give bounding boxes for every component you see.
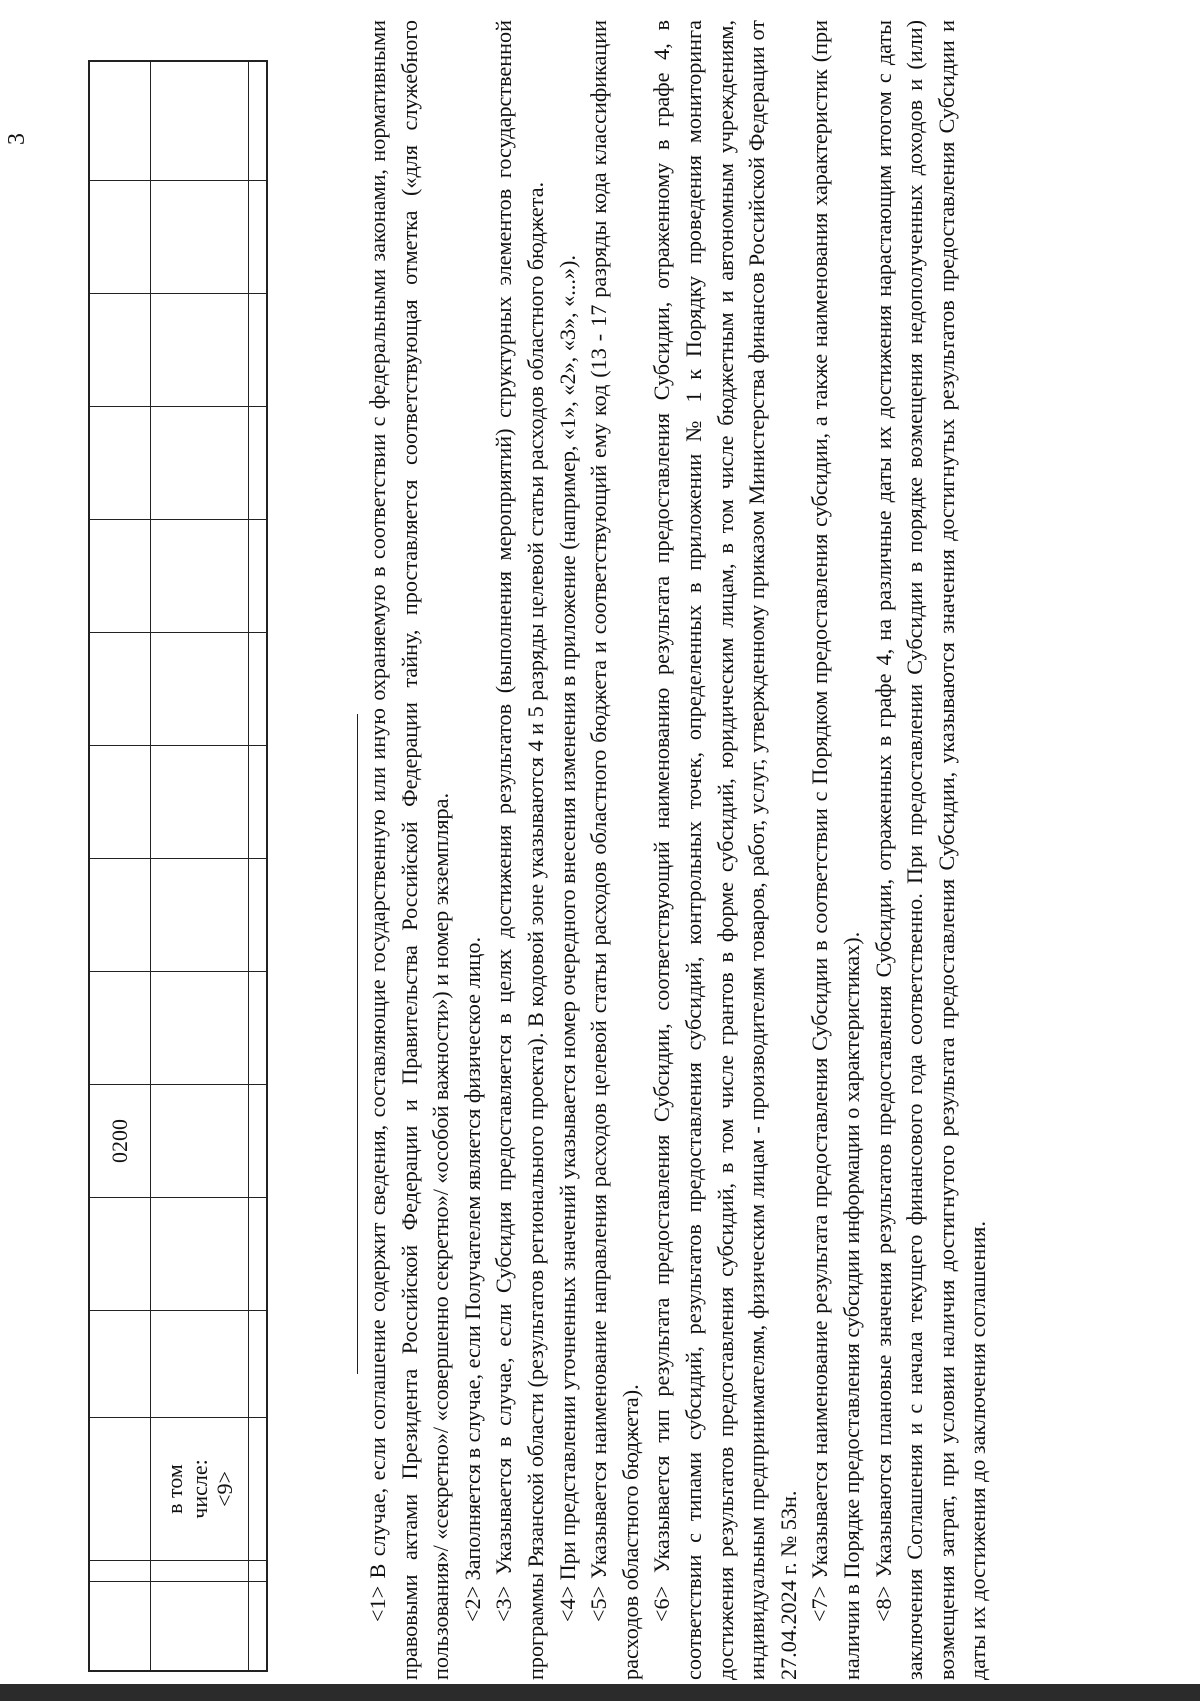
- footnote-6: <6> Указывается тип результата предоставления Субсидии, соответствующий наименованию результата предоставления Субсидии, отраженному в графе 4, в соответствии с типами субсидий, результатов предоставления субсидий, контрольных точек, определенных в приложении № 1 к Порядку проведения мониторинга достижения результатов предоставления субсидий, в том числе грантов в форме субсидий, юридическим лицам, в том числе бюджетным и автономным учреждениям, индивидуальным предпринимателям, физическим лицам - производителям товаров, работ, услуг, утвержденному приказом Министерства финансов Российской Федерации от 27.04.2024 г. № 53н.: [649, 20, 801, 1680]
- table-cell: [249, 633, 268, 746]
- table-cell: [89, 746, 151, 859]
- table-cell-including-label: [151, 1418, 249, 1561]
- table-cell: [249, 1418, 268, 1561]
- table-cell: [249, 1561, 268, 1582]
- table-cell: [89, 1561, 151, 1582]
- table-cell: [249, 972, 268, 1085]
- table-cell: [89, 61, 151, 181]
- table-cell: [89, 294, 151, 407]
- table-cell: [89, 1582, 151, 1672]
- table-cell: [249, 294, 268, 407]
- table-row: [249, 61, 268, 1671]
- table-cell: [151, 1085, 249, 1198]
- table-cell: [151, 1582, 249, 1672]
- footnote-8: <8> Указываются плановые значения результатов предоставления Субсидии, отраженных в графе 4, на различные даты их достижения нарастающим итогом с даты заключения Соглашения и с начала текущего финансового года соответственно. При предоставлении Субсидии в порядке возмещения недополученных доходов и (или) возмещения затрат, при условии наличия достигнутого результата предоставления Субсидии, указываются значения достигнутых результатов предоставления Субсидии и даты их достижения до заключения соглашения.: [870, 20, 991, 1680]
- table-cell: [151, 633, 249, 746]
- scan-bottom-edge: [0, 1684, 1200, 1701]
- table-cell: [249, 746, 268, 859]
- table-cell: [89, 972, 151, 1085]
- table-cell: [249, 1085, 268, 1198]
- footnote-1: <1> В случае, если соглашение содержит сведения, составляющие государственную или иную охраняемую в соответствии с федеральными законами, нормативными правовыми актами Президента Российской Федерации и Правительства Российской Федерации тайну, проставляется соответствующая отметка («для служебного пользования»/ «секретно»/ «совершенно секретно»/ «особой важности») и номер экземпляра.: [365, 20, 454, 1680]
- footnote-3: <3> Указывается в случае, если Субсидия предоставляется в целях достижения результатов (выполнения мероприятий) структурных элементов государственной программы Рязанской области (результатов регионального проекта). В кодовой зоне указываются 4 и 5 разряды целевой статьи расходов областного бюджета.: [491, 20, 548, 1680]
- table-cell: [151, 61, 249, 181]
- table-row: [151, 61, 249, 1671]
- table-cell: [249, 61, 268, 181]
- footnote-5: <5> Указывается наименование направления расходов целевой статьи расходов областного бюджета и соответствующий ему код (13 - 17 разряды кода классификации расходов областного бюджета).: [586, 20, 643, 1680]
- table-cell: [249, 1198, 268, 1311]
- results-table: [88, 60, 268, 1672]
- including-label-line1: в том: [161, 1464, 187, 1514]
- table-cell: [89, 520, 151, 633]
- table-cell: [89, 1198, 151, 1311]
- table-cell: [151, 181, 249, 294]
- table-cell: [89, 181, 151, 294]
- table-cell: [151, 972, 249, 1085]
- table-cell: [151, 520, 249, 633]
- table-cell: [151, 1561, 249, 1582]
- footnote-separator: [357, 714, 358, 1374]
- table-cell: [89, 1418, 151, 1561]
- table-cell: [151, 294, 249, 407]
- table-cell: [89, 633, 151, 746]
- table-cell: [249, 407, 268, 520]
- table-cell: [151, 1198, 249, 1311]
- table-cell: [151, 1311, 249, 1418]
- footnote-7: <7> Указывается наименование результата предоставления Субсидии в соответствии с Порядком предоставления субсидии, а также наименования характеристик (при наличии в Порядке предоставления субсидии информации о характеристиках).: [807, 20, 864, 1680]
- table-cell: [89, 407, 151, 520]
- including-label-line3: <9>: [212, 1471, 238, 1507]
- table-cell: [249, 1582, 268, 1672]
- including-label-line2: числе:: [186, 1459, 212, 1519]
- footnotes: [362, 20, 994, 1680]
- table-cell: [89, 859, 151, 972]
- footnote-4: <4> При представлении уточненных значений указывается номер очередного внесения изменения в приложение (например, «1», «2», «3», «...»).: [554, 255, 580, 1622]
- table-row: [89, 61, 151, 1671]
- table-cell: [249, 859, 268, 972]
- table-cell: [249, 1311, 268, 1418]
- table-cell: [151, 407, 249, 520]
- table-cell: [249, 520, 268, 633]
- page-number: 3: [4, 133, 30, 145]
- footnote-2: <2> Заполняется в случае, если Получателем является физическое лицо.: [459, 936, 485, 1622]
- table-cell: [249, 181, 268, 294]
- table-cell: [89, 1311, 151, 1418]
- table-cell: [151, 746, 249, 859]
- table-cell-code: 0200: [89, 1085, 151, 1198]
- table-cell: [151, 859, 249, 972]
